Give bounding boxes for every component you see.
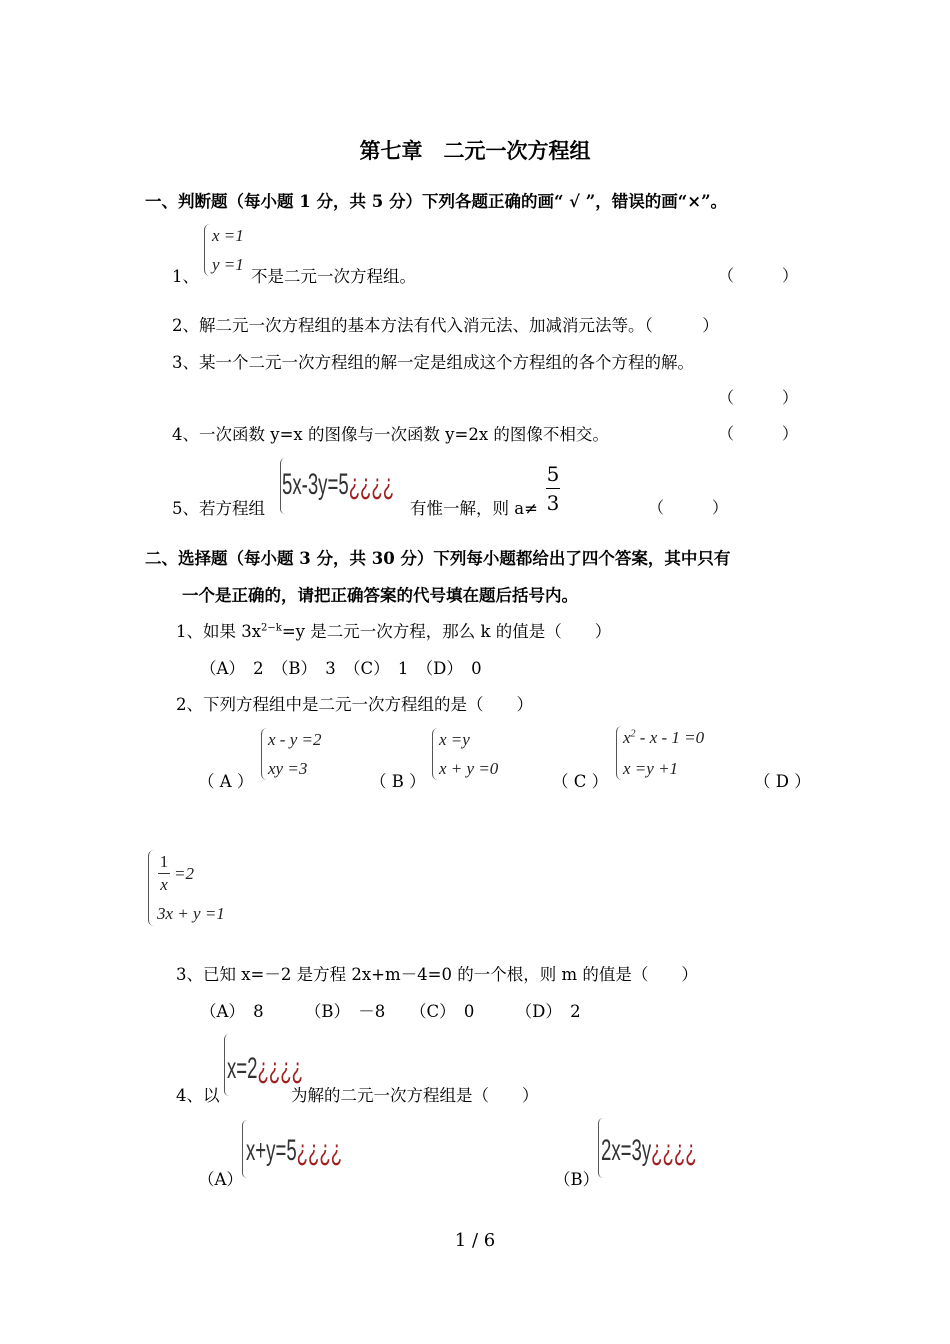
page-number: 1 / 6	[454, 1230, 496, 1251]
q1-answer-paren[interactable]: （ ）	[718, 266, 799, 285]
s2-q3-options: （A） 8 （B） －8 （C） 0 （D） 2	[200, 1002, 581, 1021]
q1-eq1: x =1	[212, 226, 244, 245]
s2-q2-option-c-eq2: x =y +1	[623, 759, 679, 778]
q5-fraction	[546, 462, 560, 515]
q5-prefix: 5、若方程组	[172, 499, 265, 518]
section2-heading-line2: 一个是正确的，请把正确答案的代号填在题后括号内。	[182, 586, 578, 605]
q5-fraction-numerator: 5	[546, 462, 560, 486]
s2-q2-option-a-eq1: x - y =2	[268, 730, 322, 749]
q4-text: 4、一次函数 y=x 的图像与一次函数 y=2x 的图像不相交。	[172, 425, 609, 444]
s2-q4-option-a-equation: x+y=5¿¿¿¿	[246, 1134, 343, 1167]
q5-answer-paren[interactable]: （ ）	[648, 498, 729, 517]
s2-q2-option-c-label[interactable]: （ C ）	[552, 772, 609, 791]
q4-answer-paren[interactable]: （ ）	[718, 424, 799, 443]
s2-q3-text: 3、已知 x=－2 是方程 2x+m－4=0 的一个根，则 m 的值是（ ）	[176, 965, 698, 984]
s2-q1-options: （A） 2 （B） 3 （C） 1 （D） 0	[200, 659, 482, 678]
s2-q2-option-d-eq2: 3x + y =1	[157, 904, 225, 923]
q3-answer-paren[interactable]: （ ）	[718, 388, 799, 407]
q1-number: 1、	[172, 267, 199, 286]
q5-equation: 5x-3y=5¿¿¿¿	[282, 468, 395, 501]
q5-mid-text: 有惟一解，则 a≠	[410, 499, 538, 518]
s2-q1-text: 1、如果 $3x^{2-k}=y$ 是二元一次方程，那么 k 的值是（ ）	[176, 622, 612, 641]
s2-q4-tail: 为解的二元一次方程组是（ ）	[291, 1086, 539, 1105]
page-title: 第七章 二元一次方程组	[359, 138, 591, 163]
q1-eq2: y =1	[212, 255, 244, 274]
q1-text: 不是二元一次方程组。	[251, 267, 416, 286]
s2-q4-option-b-label[interactable]: （B）	[554, 1170, 600, 1189]
section2-heading-line1: 二、选择题（每小题 3 分，共 30 分）下列每小题都给出了四个答案，其中只有	[145, 549, 731, 568]
s2-q2-option-c-eq1: $x^2 - x - 1 =0$	[623, 728, 705, 747]
s2-q2-option-d-eq1-tail: =2	[174, 864, 194, 883]
s2-q2-option-b-eq2: x + y =0	[439, 759, 499, 778]
q2-text: 2、解二元一次方程组的基本方法有代入消元法、加减消元法等。（ ）	[172, 316, 719, 335]
s2-q4-option-a-label[interactable]: （A）	[198, 1170, 243, 1189]
s2-q2-option-b-eq1: x =y	[439, 730, 470, 749]
s2-q4-prefix: 4、以	[176, 1086, 220, 1105]
s2-q4-option-b-equation: 2x=3y¿¿¿¿	[601, 1134, 697, 1167]
q3-text: 3、某一个二元一次方程组的解一定是组成这个方程组的各个方程的解。	[172, 353, 694, 372]
s2-q2-option-a-eq2: xy =3	[268, 759, 308, 778]
s2-q2-option-d-label[interactable]: （ D ）	[754, 772, 811, 791]
s2-q2-option-d-fraction: 1 x	[159, 852, 169, 894]
s2-q2-option-b-label[interactable]: （ B ）	[370, 772, 426, 791]
s2-q2-option-a-label[interactable]: （ A ）	[198, 772, 254, 791]
s2-q2-text: 2、下列方程组中是二元一次方程组的是（ ）	[176, 695, 533, 714]
q5-fraction-denominator: 3	[546, 491, 560, 515]
section1-heading: 一、判断题（每小题 1 分，共 5 分）下列各题正确的画“ √ ”，错误的画“×”。	[145, 192, 728, 211]
s2-q4-equation: x=2¿¿¿¿	[227, 1052, 303, 1085]
